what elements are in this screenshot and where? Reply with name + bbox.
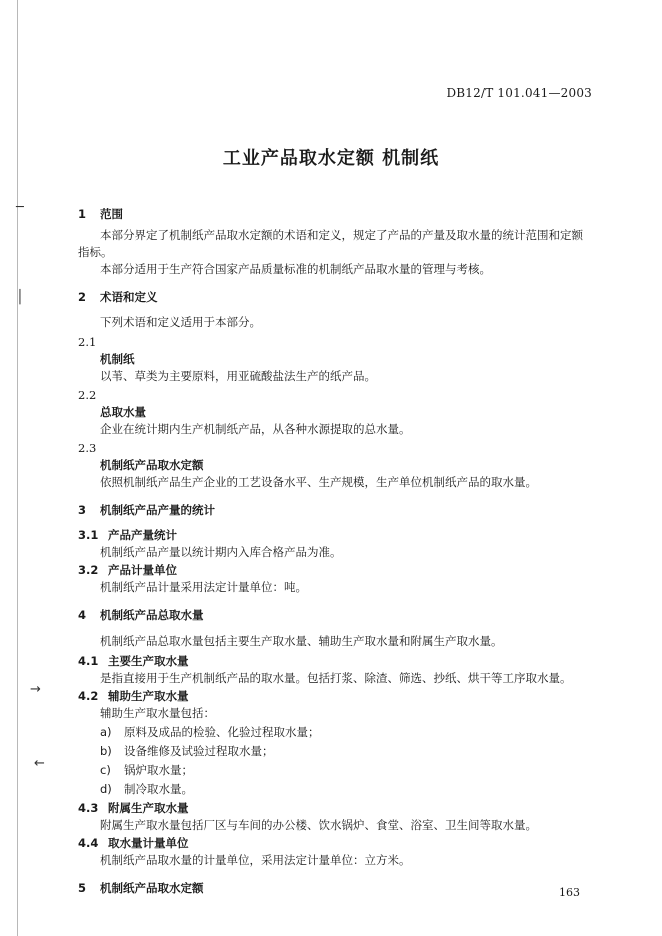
binding-hole-mark: ─: [16, 200, 24, 215]
binding-edge-line: [17, 0, 18, 936]
section-1-paragraph-2: 本部分适用于生产符合国家产品质量标准的机制纸产品取水量的管理与考核。: [100, 262, 491, 276]
section-2-intro: 下列术语和定义适用于本部分。: [100, 315, 261, 329]
binding-hole-mark: │: [16, 290, 24, 305]
term-name: 机制纸: [100, 352, 135, 366]
subsection-4-4-text: 机制纸产品取水量的计量单位，采用法定计量单位：立方米。: [100, 853, 411, 867]
binding-hole-mark: →: [30, 682, 41, 697]
term-name: 机制纸产品取水定额: [100, 458, 204, 472]
document-code: DB12/T 101.041—2003: [446, 86, 592, 100]
term-definition: 企业在统计期内生产机制纸产品，从各种水源提取的总水量。: [100, 422, 411, 436]
list-item: d) 制冷取水量。: [100, 782, 193, 796]
subsection-4-3-text: 附属生产取水量包括厂区与车间的办公楼、饮水锅炉、食堂、浴室、卫生间等取水量。: [100, 818, 537, 832]
section-1-paragraph-1: 本部分界定了机制纸产品取水定额的术语和定义，规定了产品的产量及取水量的统计范围和定额: [100, 228, 583, 242]
subsection-4-1-heading: 4.1 主要生产取水量: [78, 654, 189, 668]
section-4-intro: 机制纸产品总取水量包括主要生产取水量、辅助生产取水量和附属生产取水量。: [100, 634, 503, 648]
list-item: a) 原料及成品的检验、化验过程取水量；: [100, 725, 320, 739]
section-5-heading: 5 机制纸产品取水定额: [78, 881, 204, 895]
clause-number: 2.2: [78, 388, 97, 402]
subsection-3-1-text: 机制纸产品产量以统计期内入库合格产品为准。: [100, 545, 342, 559]
section-4-heading: 4 机制纸产品总取水量: [78, 608, 204, 622]
term-name: 总取水量: [100, 405, 146, 419]
list-item: c) 锅炉取水量；: [100, 763, 193, 777]
subsection-3-2-heading: 3.2 产品计量单位: [78, 563, 177, 577]
document-title: 工业产品取水定额 机制纸: [222, 148, 440, 169]
subsection-4-4-heading: 4.4 取水量计量单位: [78, 836, 189, 850]
list-item: b) 设备维修及试验过程取水量；: [100, 744, 274, 758]
clause-number: 2.1: [78, 335, 97, 349]
subsection-4-3-heading: 4.3 附属生产取水量: [78, 801, 189, 815]
subsection-3-1-heading: 3.1 产品产量统计: [78, 528, 177, 542]
section-2-heading: 2 术语和定义: [78, 290, 158, 304]
subsection-4-1-text: 是指直接用于生产机制纸产品的取水量。包括打浆、除渣、筛选、抄纸、烘干等工序取水量。: [100, 671, 572, 685]
clause-number: 2.3: [78, 441, 97, 455]
subsection-4-2-heading: 4.2 辅助生产取水量: [78, 689, 189, 703]
subsection-3-2-text: 机制纸产品计量采用法定计量单位：吨。: [100, 580, 307, 594]
subsection-4-2-intro: 辅助生产取水量包括：: [100, 706, 215, 720]
page-number: 163: [559, 886, 580, 899]
term-definition: 以苇、草类为主要原料，用亚硫酸盐法生产的纸产品。: [100, 369, 376, 383]
term-definition: 依照机制纸产品生产企业的工艺设备水平、生产规模，生产单位机制纸产品的取水量。: [100, 475, 537, 489]
section-3-heading: 3 机制纸产品产量的统计: [78, 503, 215, 517]
binding-hole-mark: ←: [34, 756, 45, 771]
section-1-paragraph-1-cont: 指标。: [78, 245, 113, 259]
section-1-heading: 1 范围: [78, 207, 123, 221]
